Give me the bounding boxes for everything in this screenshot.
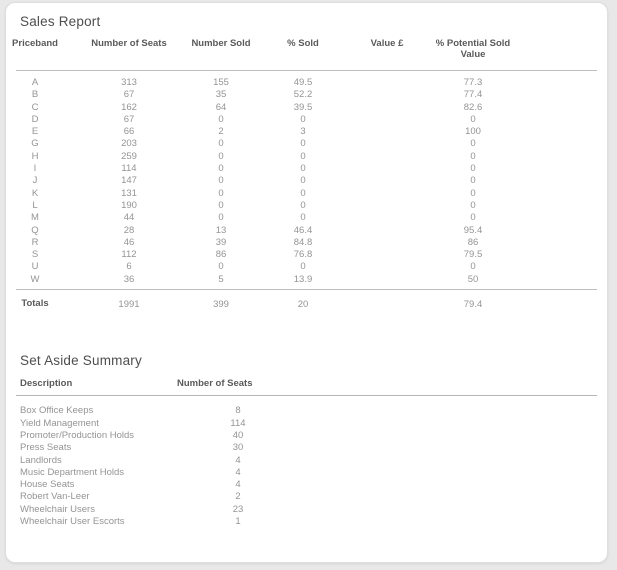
pct-potential-cell: 0 xyxy=(470,261,476,273)
priceband-cell: E xyxy=(31,126,39,138)
pct-potential-cell: 86 xyxy=(467,236,479,248)
description-cell: House Seats xyxy=(20,479,75,491)
priceband-cell: L xyxy=(32,199,38,211)
set-aside-seats-cell: 4 xyxy=(235,466,241,478)
priceband-table-row xyxy=(16,126,597,138)
sales-report-header-row xyxy=(12,38,597,61)
priceband-cell: M xyxy=(31,212,39,224)
report-card xyxy=(5,2,608,563)
priceband-table-row xyxy=(16,237,597,249)
seats-cell: 46 xyxy=(123,236,135,248)
seats-cell: 259 xyxy=(121,150,137,162)
seats-cell: 44 xyxy=(123,212,135,224)
seats-cell: 28 xyxy=(123,224,135,236)
sold-cell: 0 xyxy=(218,261,224,273)
column-header-value: Value £ xyxy=(370,38,404,49)
column-header-number-of-seats: Number of Seats xyxy=(91,38,167,49)
priceband-cell: C xyxy=(31,101,39,113)
totals-row xyxy=(16,299,597,311)
sold-cell: 0 xyxy=(218,163,224,175)
priceband-table-row xyxy=(16,114,597,126)
sold-cell: 0 xyxy=(218,175,224,187)
priceband-table-row xyxy=(16,200,597,212)
priceband-table-row xyxy=(16,212,597,224)
pct-sold-cell: 49.5 xyxy=(293,77,313,88)
sold-cell: 39 xyxy=(215,236,227,248)
sales-report-rows xyxy=(16,77,597,286)
column-header-set-aside-number-of-seats: Number of Seats xyxy=(177,378,253,390)
set-aside-table-row xyxy=(16,405,597,417)
priceband-cell: J xyxy=(32,175,38,187)
pct-sold-cell: 0 xyxy=(300,212,306,224)
pct-sold-cell: 84.8 xyxy=(293,236,313,248)
pct-potential-cell: 50 xyxy=(467,273,479,285)
description-cell: Box Office Keeps xyxy=(20,405,94,417)
seats-cell: 147 xyxy=(121,175,137,187)
sold-cell: 155 xyxy=(213,77,229,88)
priceband-table-row xyxy=(16,163,597,175)
sold-cell: 0 xyxy=(218,187,224,199)
totals-label: Totals xyxy=(21,298,49,310)
pct-sold-cell: 0 xyxy=(300,150,306,162)
pct-potential-cell: 0 xyxy=(470,150,476,162)
column-header-priceband: Priceband xyxy=(12,38,58,49)
set-aside-seats-cell: 1 xyxy=(235,516,241,528)
priceband-cell: I xyxy=(33,163,37,175)
pct-sold-cell: 46.4 xyxy=(293,224,313,236)
seats-cell: 313 xyxy=(121,77,137,88)
pct-potential-cell: 95.4 xyxy=(463,224,483,236)
priceband-cell: R xyxy=(31,236,39,248)
seats-cell: 36 xyxy=(123,273,135,285)
pct-sold-cell: 0 xyxy=(300,138,306,150)
pct-potential-cell: 79.5 xyxy=(463,249,483,261)
priceband-cell: U xyxy=(31,261,39,273)
set-aside-table-row xyxy=(16,455,597,467)
set-aside-seats-cell: 2 xyxy=(235,491,241,503)
pct-sold-cell: 0 xyxy=(300,199,306,211)
column-header-number-sold: Number Sold xyxy=(191,38,251,49)
pct-sold-cell: 0 xyxy=(300,261,306,273)
totals-divider xyxy=(16,289,597,290)
seats-cell: 190 xyxy=(121,199,137,211)
priceband-cell: A xyxy=(31,77,39,88)
pct-sold-cell: 0 xyxy=(300,175,306,187)
priceband-table-row xyxy=(16,274,597,286)
pct-sold-cell: 13.9 xyxy=(293,273,313,285)
priceband-cell: G xyxy=(31,138,39,150)
pct-sold-cell: 0 xyxy=(300,187,306,199)
description-cell: Press Seats xyxy=(20,442,72,454)
seats-cell: 67 xyxy=(123,113,135,125)
sold-cell: 0 xyxy=(218,150,224,162)
description-cell: Wheelchair Users xyxy=(20,503,95,515)
column-header-pct-potential-sold-value: % Potential Sold Value xyxy=(435,38,511,60)
set-aside-seats-cell: 4 xyxy=(235,454,241,466)
set-aside-table-row xyxy=(16,418,597,430)
pct-potential-cell: 77.3 xyxy=(463,77,483,88)
set-aside-table-row xyxy=(16,442,597,454)
set-aside-table-row xyxy=(16,516,597,528)
pct-sold-cell: 0 xyxy=(300,163,306,175)
pct-potential-cell: 0 xyxy=(470,212,476,224)
set-aside-seats-cell: 40 xyxy=(232,429,244,441)
description-cell: Yield Management xyxy=(20,417,99,429)
seats-cell: 203 xyxy=(121,138,137,150)
sales-report-section xyxy=(12,14,597,311)
sold-cell: 0 xyxy=(218,199,224,211)
priceband-table-row xyxy=(16,138,597,150)
priceband-table-row xyxy=(16,175,597,187)
set-aside-table-row xyxy=(16,430,597,442)
priceband-table-row xyxy=(16,77,597,89)
sold-cell: 35 xyxy=(215,89,227,101)
priceband-cell: K xyxy=(31,187,39,199)
priceband-table-row xyxy=(16,102,597,114)
column-header-pct-sold: % Sold xyxy=(287,38,319,49)
totals-seats-cell: 1991 xyxy=(118,299,140,311)
sales-report-header-divider xyxy=(16,70,597,71)
set-aside-table-row xyxy=(16,479,597,491)
seats-cell: 162 xyxy=(121,101,137,113)
priceband-table-row xyxy=(16,89,597,101)
priceband-cell: Q xyxy=(31,224,39,236)
set-aside-table-row xyxy=(16,467,597,479)
sold-cell: 13 xyxy=(215,224,227,236)
description-cell: Landlords xyxy=(20,454,62,466)
set-aside-header-divider xyxy=(16,395,597,396)
sold-cell: 2 xyxy=(218,126,224,138)
pct-potential-cell: 0 xyxy=(470,175,476,187)
sold-cell: 0 xyxy=(218,138,224,150)
seats-cell: 112 xyxy=(121,249,137,261)
description-cell: Robert Van-Leer xyxy=(20,491,90,503)
pct-sold-cell: 39.5 xyxy=(293,101,313,113)
sold-cell: 86 xyxy=(215,249,227,261)
set-aside-seats-cell: 4 xyxy=(235,479,241,491)
priceband-table-row xyxy=(16,249,597,261)
set-aside-header-row xyxy=(16,379,597,390)
priceband-cell: D xyxy=(31,113,39,125)
seats-cell: 6 xyxy=(126,261,132,273)
pct-potential-cell: 0 xyxy=(470,187,476,199)
set-aside-seats-cell: 23 xyxy=(232,503,244,515)
pct-sold-cell: 0 xyxy=(300,113,306,125)
description-cell: Promoter/Production Holds xyxy=(20,429,135,441)
seats-cell: 131 xyxy=(121,187,137,199)
pct-sold-cell: 76.8 xyxy=(293,249,313,261)
pct-potential-cell: 0 xyxy=(470,199,476,211)
sales-report-title: Sales Report xyxy=(20,14,101,29)
set-aside-seats-cell: 114 xyxy=(230,417,246,429)
set-aside-summary-title: Set Aside Summary xyxy=(20,353,142,369)
set-aside-table-row xyxy=(16,491,597,503)
pct-potential-cell: 77.4 xyxy=(463,89,483,101)
description-cell: Music Department Holds xyxy=(20,466,125,478)
set-aside-seats-cell: 30 xyxy=(232,442,244,454)
priceband-cell: W xyxy=(30,273,40,285)
pct-potential-cell: 0 xyxy=(470,163,476,175)
priceband-table-row xyxy=(16,188,597,200)
priceband-cell: B xyxy=(31,89,39,101)
totals-pct-potential-cell: 79.4 xyxy=(463,299,483,311)
pct-potential-cell: 100 xyxy=(465,126,481,138)
seats-cell: 114 xyxy=(121,163,137,175)
totals-pct-sold-cell: 20 xyxy=(297,299,309,311)
priceband-table-row xyxy=(16,151,597,163)
seats-cell: 67 xyxy=(123,89,135,101)
pct-potential-cell: 82.6 xyxy=(463,101,483,113)
set-aside-table-row xyxy=(16,504,597,516)
sold-cell: 0 xyxy=(218,113,224,125)
totals-sold-cell: 399 xyxy=(213,299,229,311)
sold-cell: 0 xyxy=(218,212,224,224)
set-aside-seats-cell: 8 xyxy=(235,405,241,417)
priceband-table-row xyxy=(16,261,597,273)
sold-cell: 5 xyxy=(218,273,224,285)
priceband-table-row xyxy=(16,225,597,237)
set-aside-rows xyxy=(16,405,597,528)
description-cell: Wheelchair User Escorts xyxy=(20,516,125,528)
pct-sold-cell: 3 xyxy=(300,126,306,138)
sold-cell: 64 xyxy=(215,101,227,113)
set-aside-summary-section xyxy=(16,353,597,528)
pct-sold-cell: 52.2 xyxy=(293,89,313,101)
priceband-cell: H xyxy=(31,150,39,162)
pct-potential-cell: 0 xyxy=(470,113,476,125)
seats-cell: 66 xyxy=(123,126,135,138)
column-header-description: Description xyxy=(20,378,73,390)
pct-potential-cell: 0 xyxy=(470,138,476,150)
priceband-cell: S xyxy=(31,249,39,261)
